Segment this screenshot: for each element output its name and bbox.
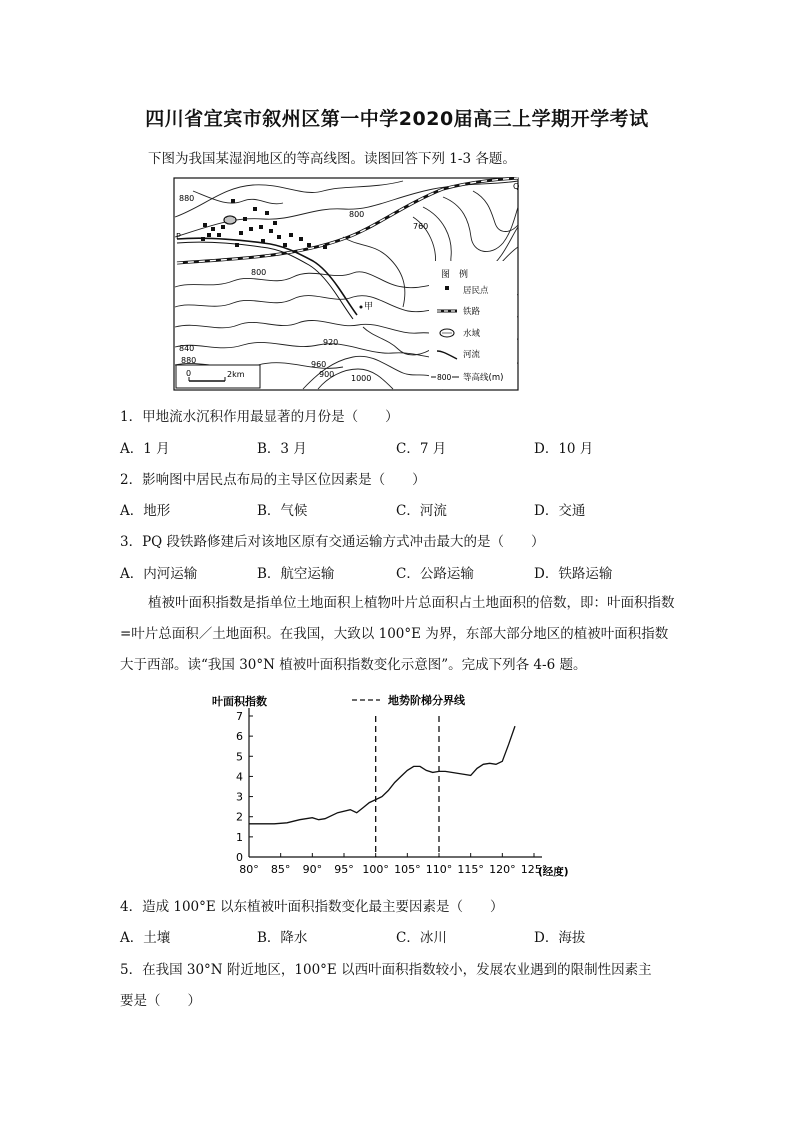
contour-map: [173, 177, 519, 391]
chart-ylabel: 叶面积指数: [212, 695, 267, 708]
y-tick-label: 2: [236, 810, 243, 824]
point-jia-label: 甲: [364, 302, 374, 312]
contour-label: 900: [319, 370, 335, 379]
contour-label: 800: [251, 268, 267, 277]
question-3-stem: 3．PQ 段铁路修建后对该地区原有交通运输方式冲击最大的是（ ）: [120, 534, 545, 550]
x-tick-label: 85°: [270, 863, 291, 876]
contour-label: 880: [181, 356, 197, 365]
option-a: A．地形: [120, 503, 171, 519]
page-title: 四川省宜宾市叙州区第一中学2020届高三上学期开学考试: [145, 108, 649, 130]
y-tick-label: 4: [236, 770, 243, 784]
legend-item: 等高线(m): [463, 373, 504, 383]
x-tick-label: 105°: [394, 863, 421, 876]
option-c: C．河流: [396, 503, 447, 519]
y-tick-label: 0: [236, 851, 243, 864]
question-5-stem: 5．在我国 30°N 附近地区，100°E 以西叶面积指数较小，发展农业遇到的限制性因素主: [120, 962, 652, 978]
option-d: D．交通: [534, 503, 586, 519]
x-tick-label: 115°: [457, 863, 484, 876]
option-b: B．气候: [257, 503, 308, 519]
question-4-stem: 4．造成 100°E 以东植被叶面积指数变化最主要因素是（ ）: [120, 899, 504, 915]
x-tick-label: 110°: [425, 863, 453, 876]
option-c: C．冰川: [396, 930, 447, 946]
intro-text: 下图为我国某湿润地区的等高线图。读图回答下列 1-3 各题。: [148, 151, 516, 167]
legend-title: 图 例: [441, 270, 469, 280]
y-tick-label: 7: [236, 710, 243, 723]
y-tick-label: 3: [236, 790, 243, 804]
leaf-area-index-chart: [200, 690, 620, 880]
contour-label: 880: [179, 194, 195, 203]
legend-800: 800: [437, 373, 452, 382]
contour-label: 760: [413, 222, 429, 231]
legend-item: 水域: [463, 329, 481, 339]
contour-label: 840: [179, 344, 195, 353]
question-1-stem: 1．甲地流水沉积作用最显著的月份是（ ）: [120, 409, 399, 425]
question-5-stem-cont: 要是（ ）: [120, 993, 201, 1009]
passage-text: 植被叶面积指数是指单位土地面积上植物叶片总面积占土地面积的倍数，即：叶面积指数=叶片总面积／土地面积。在我国，大致以 100°E 为界，东部大部分地区的植被叶面积指数大于西部。读“我国 30°N 植被叶面积指数变化示意图”。完成下列各 4-6 题。: [120, 595, 675, 673]
scale-zero: 0: [186, 369, 192, 378]
chart-dividers: [376, 716, 439, 857]
chart-xlabel: (经度): [538, 866, 569, 878]
option-a: A．1 月: [120, 441, 170, 457]
option-a: A．内河运输: [120, 566, 198, 582]
x-tick-label: 125°: [520, 863, 548, 876]
option-c: C．公路运输: [396, 566, 474, 582]
x-tick-label: 80°: [239, 863, 259, 876]
point-p-label: P: [176, 232, 181, 241]
x-tick-label: 100°: [362, 863, 389, 876]
legend-item: 铁路: [463, 307, 481, 317]
x-tick-label: 120°: [489, 863, 516, 876]
option-c: C．7 月: [396, 441, 447, 457]
chart-ticks: [236, 710, 547, 876]
option-a: A．土壤: [120, 930, 171, 946]
series-line: [249, 726, 515, 824]
option-b: B．降水: [257, 930, 308, 946]
contour-label: 800: [349, 210, 365, 219]
x-tick-label: 95°: [334, 863, 354, 876]
contour-label: 960: [311, 360, 327, 369]
scale-length: 2km: [227, 370, 245, 379]
y-tick-label: 5: [236, 750, 243, 764]
option-b: B．3 月: [257, 441, 307, 457]
x-tick-label: 90°: [302, 863, 323, 876]
legend-item: 居民点: [463, 286, 489, 296]
point-q-label: Q: [513, 182, 519, 191]
contour-label: 1000: [351, 374, 372, 383]
legend-settlement-icon: [445, 286, 449, 290]
chart-legend: 地势阶梯分界线: [388, 694, 465, 707]
legend-item: 河流: [463, 350, 481, 360]
y-tick-label: 6: [236, 730, 243, 744]
y-tick-label: 1: [236, 830, 243, 844]
option-d: D．海拔: [534, 930, 586, 946]
question-2-stem: 2．影响图中居民点布局的主导区位因素是（ ）: [120, 472, 426, 488]
option-b: B．航空运输: [257, 566, 335, 582]
option-d: D．铁路运输: [534, 566, 613, 582]
option-d: D．10 月: [534, 441, 594, 457]
contour-label: 920: [323, 338, 339, 347]
